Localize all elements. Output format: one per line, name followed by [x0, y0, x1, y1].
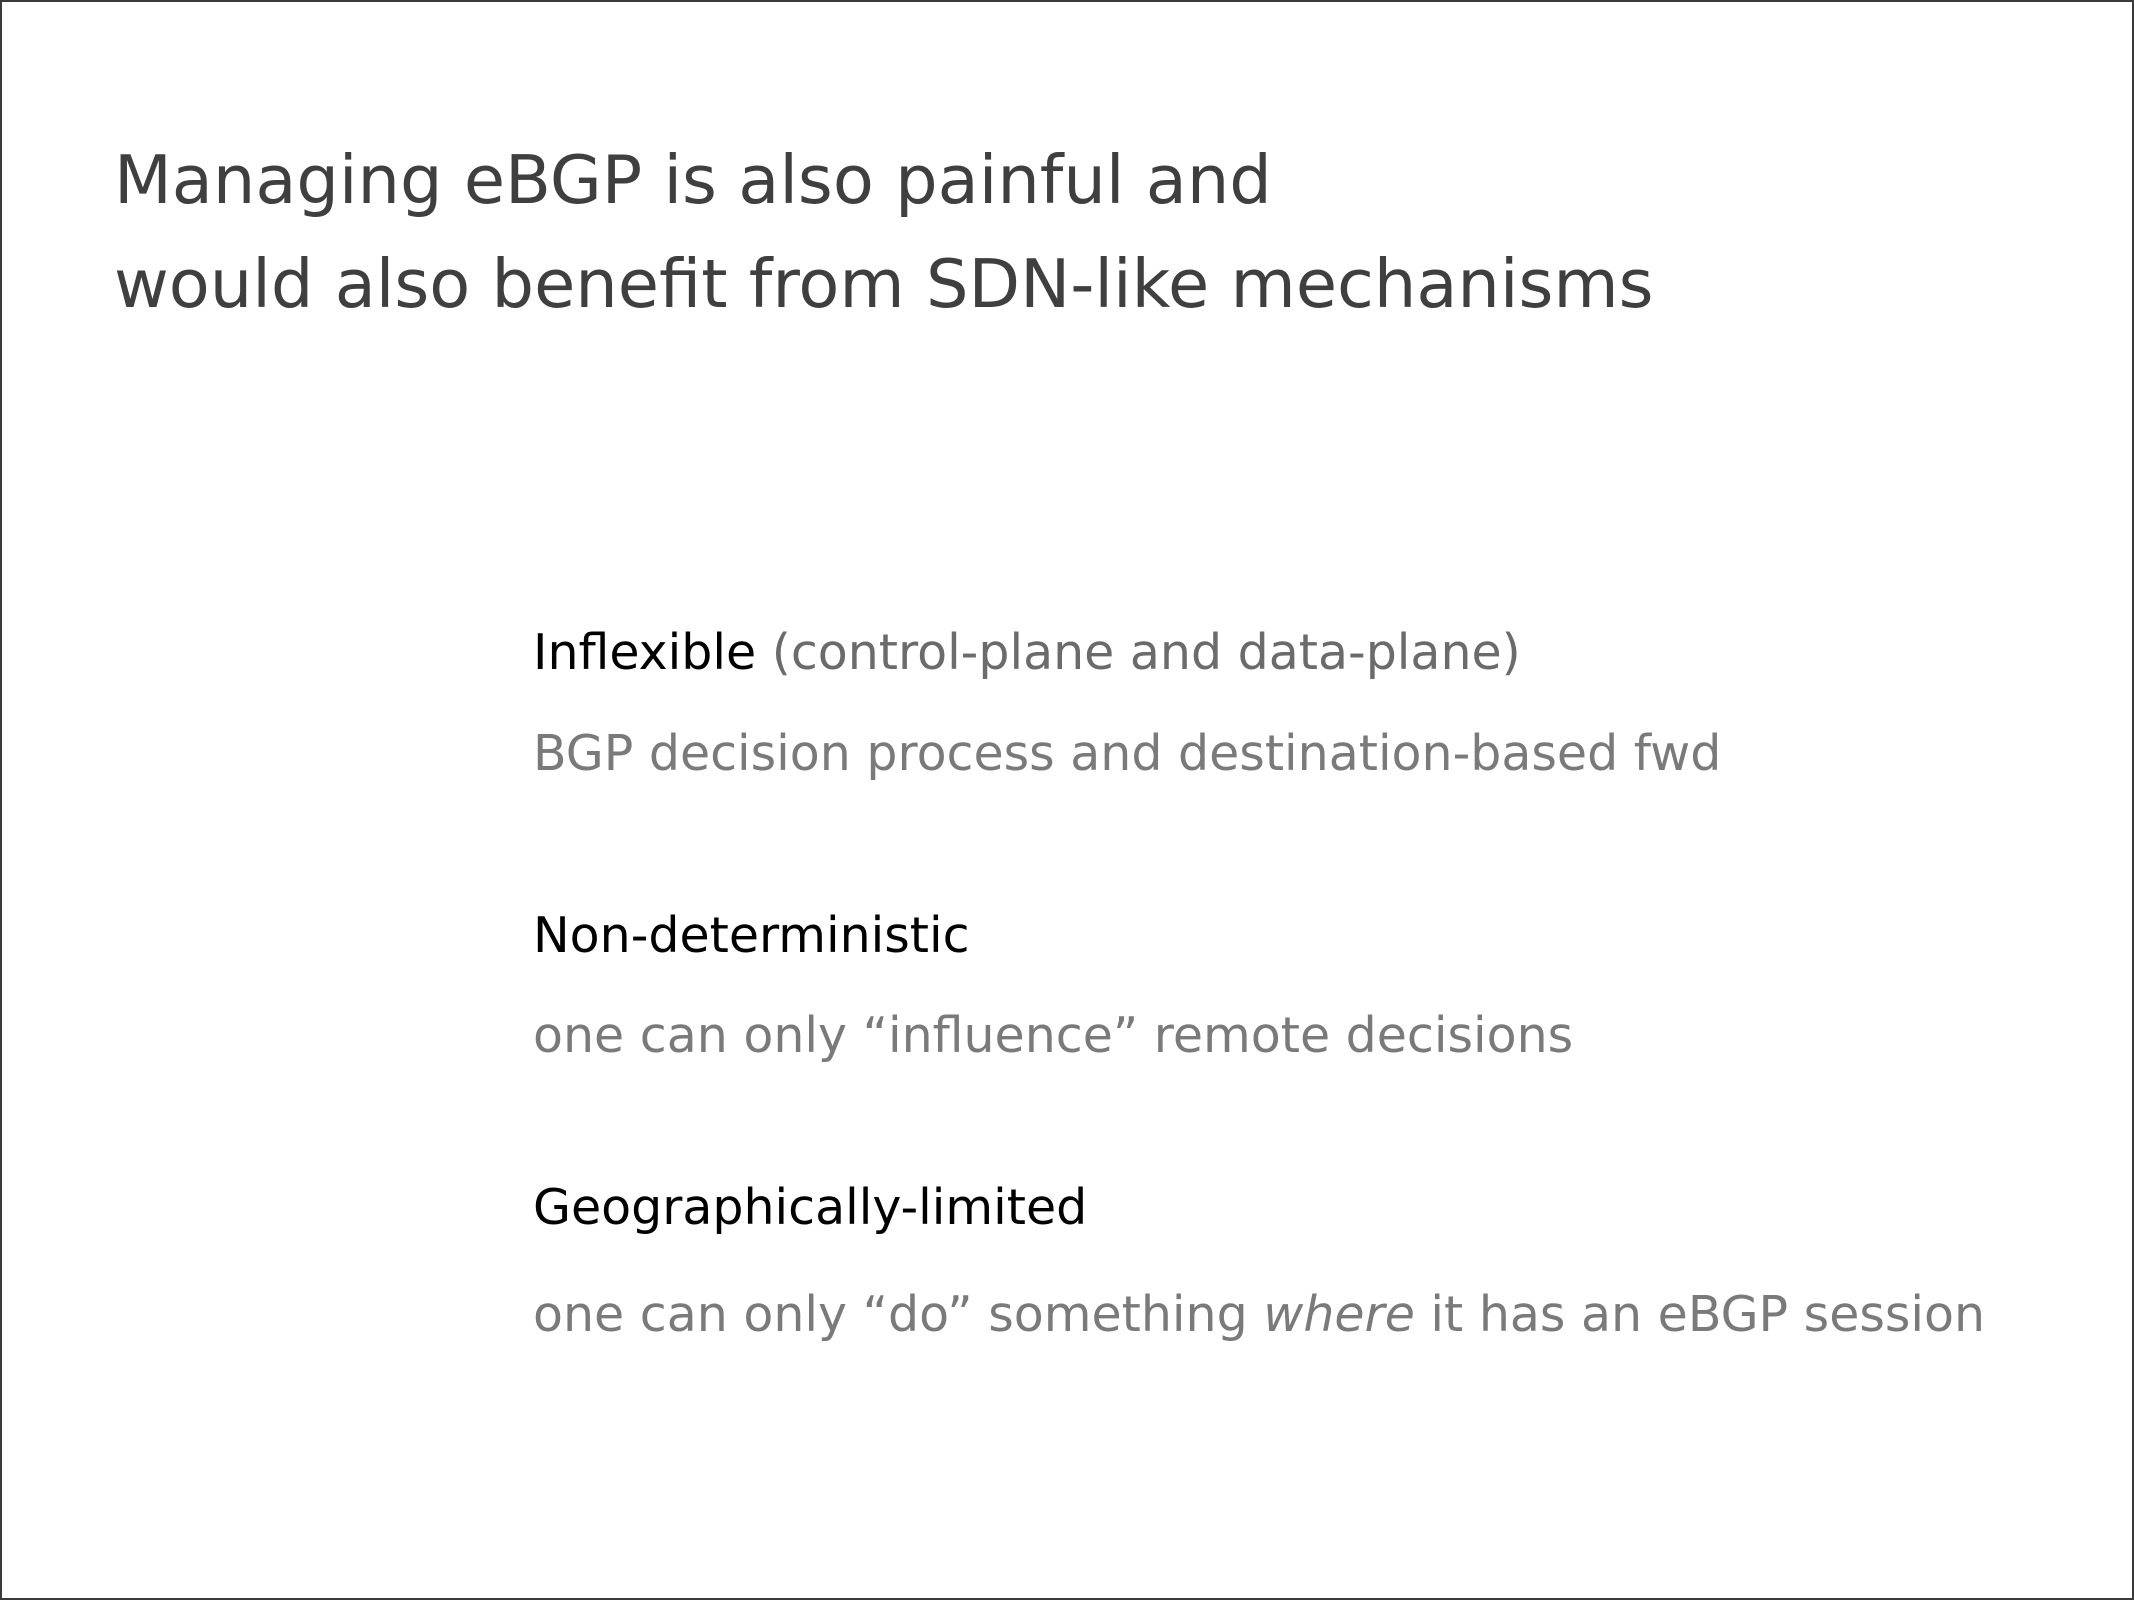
detail-text-after: it has an eBGP session [1414, 1286, 1986, 1343]
point-heading-text: Inflexible [533, 624, 757, 681]
point-detail-geographically-limited [533, 1285, 1985, 1345]
point-heading-non-deterministic: Non-deterministic [533, 907, 970, 964]
point-detail-non-deterministic: one can only “influence” remote decisions [533, 1007, 1574, 1064]
detail-text-before: one can only “do” something [533, 1286, 1264, 1343]
point-detail-inflexible: BGP decision process and destination-based fwd [533, 725, 1722, 782]
point-heading-geographically-limited: Geographically-limited [533, 1179, 1088, 1236]
slide-title-line-1: Managing eBGP is also painful and [114, 141, 1272, 219]
slide-title-line-2: would also benefit from SDN-like mechanisms [114, 245, 1654, 323]
slide-title [114, 128, 1654, 336]
point-heading-inflexible [533, 623, 1521, 683]
detail-text-emphasis: where [1263, 1286, 1415, 1343]
point-heading-aside: (control-plane and data-plane) [771, 624, 1521, 681]
